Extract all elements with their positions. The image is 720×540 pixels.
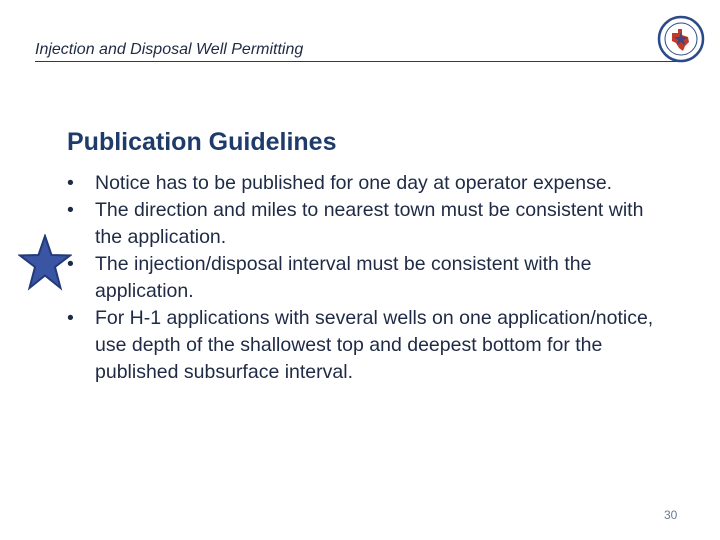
bullet-text: The injection/disposal interval must be consistent with the application.	[95, 253, 592, 302]
section-title: Publication Guidelines	[67, 128, 337, 156]
texas-seal-logo-icon	[657, 15, 705, 63]
list-item	[67, 170, 667, 197]
header-title: Injection and Disposal Well Permitting	[35, 41, 304, 58]
list-item	[67, 305, 667, 386]
bullet-list	[67, 170, 667, 386]
bullet-text: The direction and miles to nearest town must be consistent with the application.	[95, 199, 644, 248]
bullet-marker: •	[67, 253, 74, 275]
bullet-marker: •	[67, 172, 74, 194]
bullet-text: Notice has to be published for one day at operator expense.	[95, 172, 613, 194]
list-item	[67, 251, 667, 305]
list-item	[67, 197, 667, 251]
bullet-marker: •	[67, 199, 74, 221]
bullet-text: For H-1 applications with several wells on one application/notice, use depth of the shallowest top and deepest bottom for the published subsurface interval.	[95, 307, 654, 383]
bullet-marker: •	[67, 307, 74, 329]
header-divider	[35, 61, 685, 62]
page-number: 30	[664, 508, 678, 522]
star-icon	[18, 234, 72, 292]
